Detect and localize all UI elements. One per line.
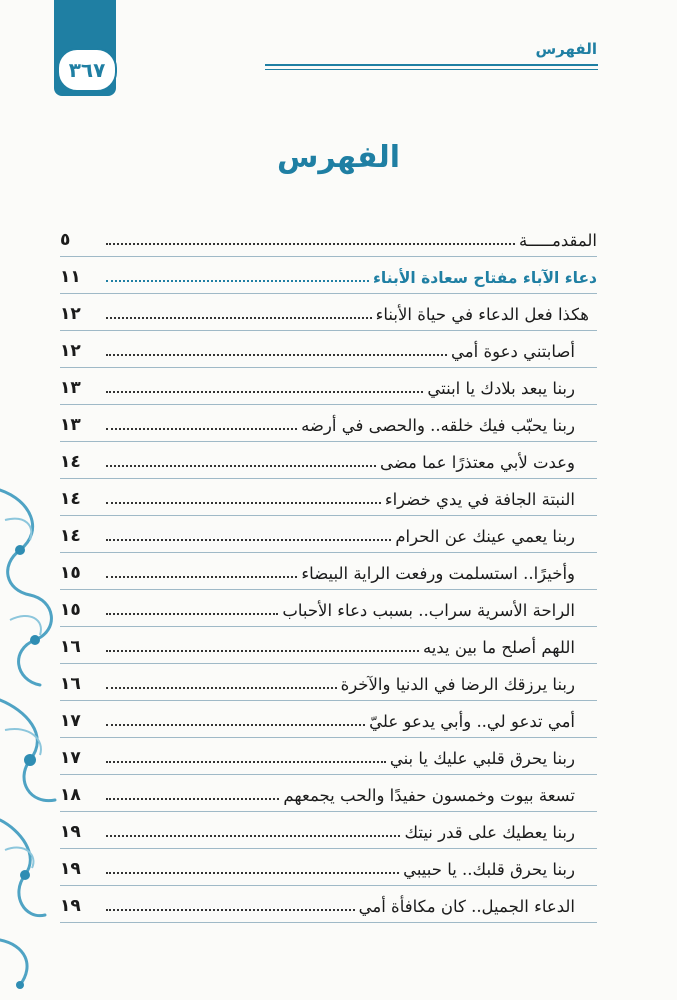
dot-leader — [106, 872, 399, 874]
toc-entry-page: ١٣ — [60, 415, 81, 435]
page-title: الفهرس — [276, 140, 400, 175]
toc-entry-title: دعاء الآباء مفتاح سعادة الأبناء — [372, 269, 597, 287]
toc-entry-page: ١٥ — [60, 600, 81, 620]
toc-entry-title: ربنا يعمي عينك عن الحرام — [395, 527, 575, 546]
toc-entry-title: ربنا يحرق قلبي عليك يا بني — [389, 749, 575, 768]
toc-entry-title: هكذا فعل الدعاء في حياة الأبناء — [375, 305, 589, 324]
toc-entry-title: ربنا يعطيك على قدر نيتك — [404, 823, 575, 842]
dot-leader — [106, 909, 355, 911]
toc-entry — [60, 331, 597, 368]
toc-entry-page: ١٤ — [60, 452, 81, 472]
toc-entry-title: ربنا يحبّب فيك خلقه.. والحصى في أرضه — [301, 416, 575, 435]
toc-entry-title: تسعة بيوت وخمسون حفيدًا والحب يجمعهم — [283, 786, 575, 805]
toc-entry-page: ١٨ — [60, 785, 81, 805]
toc-entry-page: ١٣ — [60, 378, 81, 398]
dot-leader — [106, 761, 386, 763]
dot-leader — [106, 465, 376, 467]
toc-entry — [60, 442, 597, 479]
dot-leader — [106, 502, 381, 504]
toc-entry — [60, 516, 597, 553]
toc-entry-title: الراحة الأسرية سراب.. بسبب دعاء الأحباب — [282, 601, 575, 620]
table-of-contents — [60, 220, 597, 923]
toc-entry-page: ١٥ — [60, 563, 81, 583]
toc-entry-title: أمي تدعو لي.. وأبي يدعو عليّ — [369, 712, 575, 731]
toc-entry — [60, 812, 597, 849]
toc-entry — [60, 220, 597, 257]
toc-entry-title: النبتة الجافة في يدي خضراء — [384, 490, 575, 509]
dot-leader — [106, 243, 515, 245]
toc-entry — [60, 849, 597, 886]
toc-entry-page: ١٦ — [60, 637, 81, 657]
toc-entry — [60, 775, 597, 812]
toc-entry-title: ربنا يحرق قلبك.. يا حبيبي — [403, 860, 575, 879]
toc-entry — [60, 294, 597, 331]
page-number: ٣٦٧ — [57, 48, 117, 92]
dot-leader — [106, 317, 372, 319]
toc-entry-title: المقدمـــــة — [518, 231, 597, 250]
toc-entry — [60, 405, 597, 442]
dot-leader — [106, 391, 423, 393]
dot-leader — [106, 280, 369, 282]
dot-leader — [106, 428, 297, 430]
toc-entry — [60, 664, 597, 701]
dot-leader — [106, 835, 400, 837]
toc-entry — [60, 701, 597, 738]
toc-entry-title: اللهم أصلح ما بين يديه — [422, 638, 575, 657]
header-rule-thin — [265, 69, 598, 70]
running-header: الفهرس — [535, 40, 597, 58]
dot-leader — [106, 798, 279, 800]
floral-ornament-icon — [0, 470, 70, 1000]
toc-entry-title: ربنا يرزقك الرضا في الدنيا والآخرة — [340, 675, 575, 694]
toc-entry-page: ١٤ — [60, 489, 81, 509]
dot-leader — [106, 613, 278, 615]
dot-leader — [106, 576, 297, 578]
toc-entry — [60, 553, 597, 590]
toc-entry-page: ١٢ — [60, 341, 81, 361]
toc-entry — [60, 886, 597, 923]
header-rule — [265, 64, 598, 66]
dot-leader — [106, 650, 419, 652]
toc-entry — [60, 479, 597, 516]
dot-leader — [106, 687, 337, 689]
toc-entry — [60, 368, 597, 405]
toc-entry-page: ١٩ — [60, 859, 81, 879]
toc-entry-page: ٥ — [60, 230, 71, 250]
dot-leader — [106, 354, 447, 356]
toc-entry-page: ١٧ — [60, 748, 81, 768]
dot-leader — [106, 724, 365, 726]
toc-entry — [60, 590, 597, 627]
toc-section-heading — [60, 257, 597, 294]
toc-entry-page: ١٩ — [60, 896, 81, 916]
toc-entry-page: ١٦ — [60, 674, 81, 694]
toc-entry-title: أصابتني دعوة أمي — [451, 342, 575, 361]
toc-entry-page: ١٤ — [60, 526, 81, 546]
toc-entry-title: وعدت لأبي معتذرًا عما مضى — [379, 453, 575, 472]
toc-entry-page: ١٩ — [60, 822, 81, 842]
toc-entry-title: الدعاء الجميل.. كان مكافأة أمي — [358, 897, 575, 916]
toc-entry-page: ١٧ — [60, 711, 81, 731]
toc-entry — [60, 738, 597, 775]
toc-entry — [60, 627, 597, 664]
toc-entry-page: ١١ — [60, 267, 81, 287]
dot-leader — [106, 539, 391, 541]
toc-entry-title: ربنا يبعد بلادك يا ابنتي — [427, 379, 575, 398]
toc-entry-page: ١٢ — [60, 304, 81, 324]
toc-entry-title: وأخيرًا.. استسلمت ورفعت الراية البيضاء — [301, 564, 575, 583]
